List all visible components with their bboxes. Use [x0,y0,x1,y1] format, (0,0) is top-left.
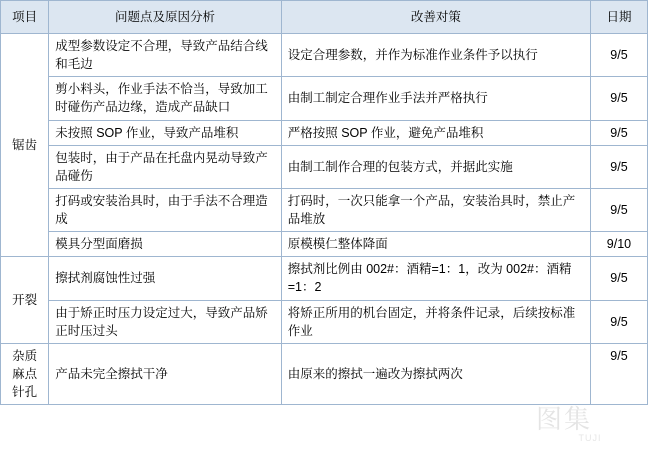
table-row [1,77,648,120]
table-row [1,145,648,188]
table-row [1,120,648,145]
problem-cell: 产品未完全擦拭干净 [49,343,281,404]
action-cell: 擦拭剂比例由 002#：酒精=1：1，改为 002#：酒精=1：2 [281,257,590,300]
table-header [1,1,648,34]
date-cell: 9/5 [590,34,647,77]
action-cell: 将矫正所用的机台固定，并将条件记录，后续按标准作业 [281,300,590,343]
action-cell: 由制工制定合理作业手法并严格执行 [281,77,590,120]
problem-cell: 打码或安装治具时，由于手法不合理造成 [49,188,281,231]
column-header-problem: 问题点及原因分析 [49,1,281,34]
problem-cell: 由于矫正时压力设定过大，导致产品矫正时压过头 [49,300,281,343]
category-cell-cracking: 开裂 [1,257,49,344]
action-cell: 打码时，一次只能拿一个产品，安装治具时，禁止产品堆放 [281,188,590,231]
watermark [536,407,644,447]
action-cell: 由制工制作合理的包装方式，并据此实施 [281,145,590,188]
table-body [1,34,648,405]
column-header-date: 日期 [590,1,647,34]
problem-cell: 剪小料头，作业手法不恰当，导致加工时碰伤产品边缘，造成产品缺口 [49,77,281,120]
watermark-subtext: TUJI [578,433,602,443]
category-cell-impurity: 杂质 麻点 针孔 [1,343,49,404]
watermark-text: 图集 [536,405,593,434]
date-cell: 9/5 [590,77,647,120]
date-cell: 9/5 [590,145,647,188]
table-row [1,232,648,257]
date-cell: 9/5 [590,343,647,404]
category-cell-saw-tooth: 锯齿 [1,34,49,257]
date-cell: 9/5 [590,120,647,145]
action-cell: 严格按照 SOP 作业，避免产品堆积 [281,120,590,145]
date-cell: 9/5 [590,300,647,343]
date-cell: 9/10 [590,232,647,257]
column-header-action: 改善对策 [281,1,590,34]
action-cell: 原模模仁整体降面 [281,232,590,257]
date-cell: 9/5 [590,188,647,231]
problem-cell: 成型参数设定不合理，导致产品结合线和毛边 [49,34,281,77]
problem-cell: 包装时，由于产品在托盘内晃动导致产品碰伤 [49,145,281,188]
table-row [1,300,648,343]
problem-cell: 模具分型面磨损 [49,232,281,257]
action-cell: 由原来的擦拭一遍改为擦拭两次 [281,343,590,404]
table-row [1,34,648,77]
problem-cell: 未按照 SOP 作业，导致产品堆积 [49,120,281,145]
table-row [1,343,648,404]
table-row [1,257,648,300]
table-row [1,188,648,231]
header-row [1,1,648,34]
problem-cell: 擦拭剂腐蚀性过强 [49,257,281,300]
date-cell: 9/5 [590,257,647,300]
action-cell: 设定合理参数，并作为标准作业条件予以执行 [281,34,590,77]
column-header-category: 项目 [1,1,49,34]
